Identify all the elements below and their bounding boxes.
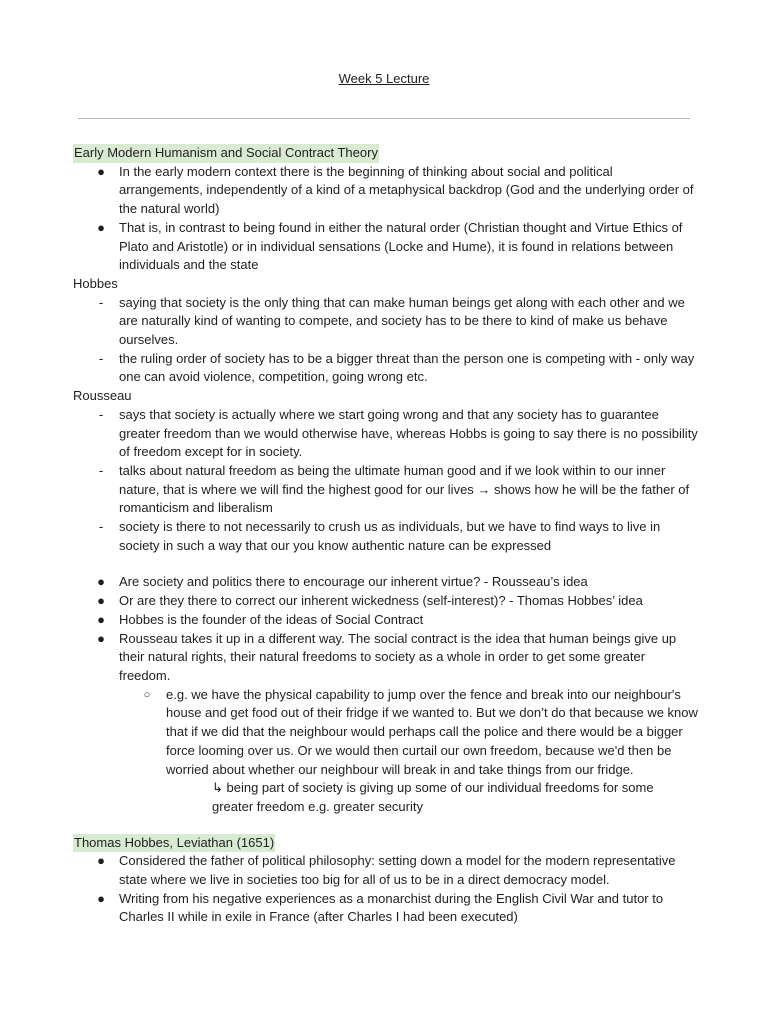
- list-item: - says that society is actually where we start going wrong and that any society has to guarantee greater freedom than we would otherwise have, whereas Hobbs is going to say there is no possibility of freedom except for in society.: [73, 406, 698, 462]
- continuation-note: ↳ being part of society is giving up some of our individual freedoms for some greater freedom e.g. greater security: [212, 780, 654, 814]
- list-item: ● Considered the father of political philosophy: setting down a model for the modern representative state where we live in societies too big for all of us to be in a direct democracy model.: [73, 852, 698, 889]
- document-body: [73, 144, 698, 927]
- list-item: ● Rousseau takes it up in a different way. The social contract is the idea that human beings give up their natural rights, their natural freedoms to society as a whole in order to get some greater freedom.: [73, 630, 698, 686]
- list-item: ● Or are they there to correct our inherent wickedness (self-interest)? - Thomas Hobbes’ idea: [73, 592, 698, 611]
- list-item: ● Writing from his negative experiences as a monarchist during the English Civil War and tutor to Charles II while in exile in France (after Charles I had been executed): [73, 890, 698, 927]
- dash-marker: -: [98, 462, 104, 478]
- bullet-marker: ●: [97, 630, 105, 646]
- section-heading-leviathan: Thomas Hobbes, Leviathan (1651): [73, 834, 275, 853]
- list-item: ● Are society and politics there to encourage our inherent virtue? - Rousseau’s idea: [73, 573, 698, 592]
- bullet-marker: ●: [97, 853, 105, 869]
- horizontal-rule: [78, 118, 690, 119]
- dash-marker: -: [98, 519, 104, 535]
- list-item: - saying that society is the only thing that can make human beings get along with each other and we are naturally kind of wanting to compete, and society has to be there to kind of make us behave ourselves.: [73, 294, 698, 350]
- list-item: ● That is, in contrast to being found in either the natural order (Christian thought and Virtue Ethics of Plato and Aristotle) or in individual sensations (Locke and Hume), it is found in relations between individuals and the state: [73, 219, 698, 275]
- list-item: - society is there to not necessarily to crush us as individuals, but we have to find ways to live in society in such a way that our you know authentic nature can be expressed: [73, 518, 698, 555]
- bullet-list: [73, 852, 698, 927]
- spacer: [73, 817, 698, 834]
- bullet-marker: ●: [97, 611, 105, 627]
- list-item: ● Hobbes is the founder of the ideas of Social Contract: [73, 611, 698, 630]
- dash-marker: -: [98, 406, 104, 422]
- bullet-marker: ●: [97, 890, 105, 906]
- list-item: - talks about natural freedom as being the ultimate human good and if we look within to our inner nature, that is where we will find the highest good for our lives → shows how he will be the father of romanticism and liberalism: [73, 462, 698, 518]
- section-heading-humanism: Early Modern Humanism and Social Contract Theory: [73, 144, 379, 163]
- list-item: - the ruling order of society has to be a bigger threat than the person one is competing with - only way one can avoid violence, competition, going wrong etc.: [73, 350, 698, 387]
- bullet-list: [73, 163, 698, 275]
- dash-list: [73, 294, 698, 388]
- bullet-marker: ●: [97, 163, 105, 179]
- spacer: [73, 555, 698, 573]
- circle-marker: ○: [143, 688, 151, 701]
- bullet-marker: ●: [97, 574, 105, 590]
- list-item: ● In the early modern context there is the beginning of thinking about social and political arrangements, independently of a kind of a metaphysical backdrop (God and the underlying order of the natural world): [73, 163, 698, 219]
- dash-marker: -: [98, 350, 104, 366]
- label-rousseau: Rousseau: [73, 388, 132, 404]
- bullet-marker: ●: [97, 219, 105, 235]
- dash-list: [73, 406, 698, 556]
- sub-list-item: ○ e.g. we have the physical capability to jump over the fence and break into our neighbour's house and get food out of their fridge if we wanted to. But we don’t do that because we know that if we did that the neighbour would perhaps call the police and there would be a bigger force looming over us. Or we would then curtail our own freedom, because we'd then be worried about whether our neighbour will break in and take things from our fridge.: [73, 686, 698, 780]
- bullet-list: [73, 573, 698, 779]
- page-title: Week 5 Lecture: [338, 71, 430, 86]
- bullet-marker: ●: [97, 593, 105, 609]
- dash-marker: -: [98, 294, 104, 310]
- label-hobbes: Hobbes: [73, 275, 118, 291]
